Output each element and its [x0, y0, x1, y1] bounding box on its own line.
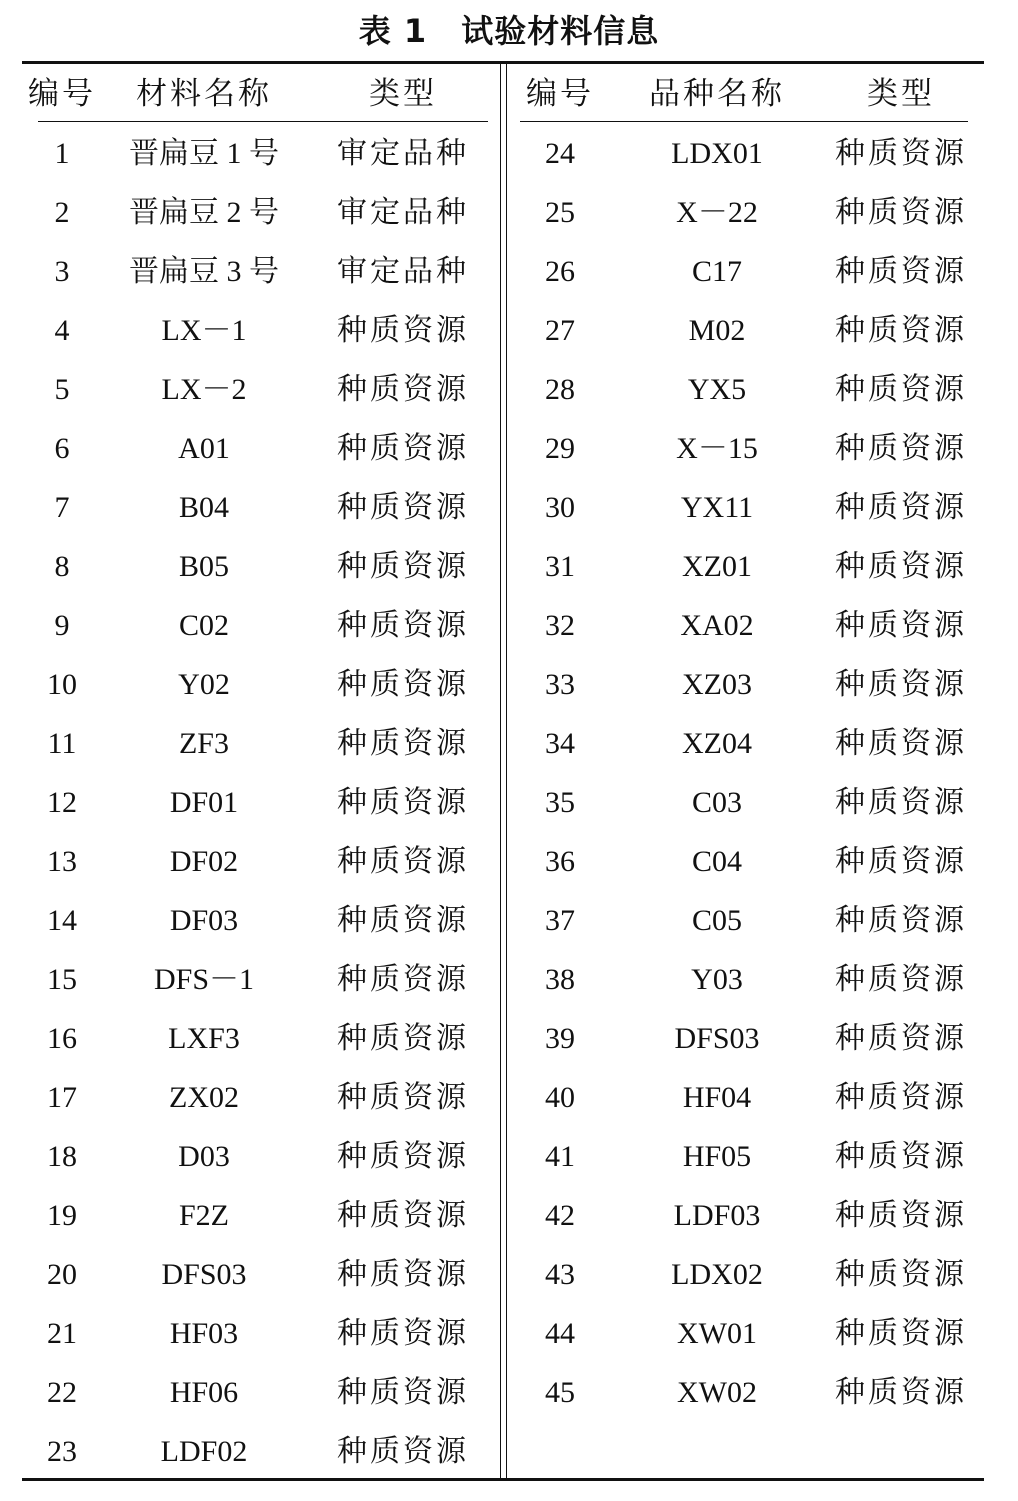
column-header-number: 编号: [28, 76, 96, 112]
row-material-name: HF06: [169, 1376, 239, 1409]
row-material-name: ZF3: [178, 727, 229, 760]
row-type: 审定品种: [337, 136, 469, 171]
row-number: 40: [545, 1081, 575, 1114]
row-number: 44: [545, 1317, 575, 1350]
row-material-name: XZ03: [682, 668, 752, 701]
row-number: 34: [545, 727, 575, 760]
row-type: 种质资源: [337, 844, 469, 879]
row-number: 42: [545, 1199, 575, 1232]
column-header-number: 编号: [526, 76, 594, 112]
row-material-name: DF01: [169, 786, 239, 819]
row-type: 种质资源: [835, 549, 967, 584]
row-material-name: DFS03: [674, 1022, 760, 1055]
row-number: 31: [545, 550, 575, 583]
row-number: 17: [47, 1081, 77, 1114]
row-number: 43: [545, 1258, 575, 1291]
row-material-name: HF04: [682, 1081, 752, 1114]
row-type: 种质资源: [835, 667, 967, 702]
row-type: 种质资源: [337, 1021, 469, 1056]
row-type: 审定品种: [337, 254, 469, 289]
row-type: 种质资源: [835, 608, 967, 643]
header-rule-left: [38, 121, 488, 122]
table-title: 试验材料信息: [461, 12, 660, 50]
row-material-name: B04: [178, 491, 229, 524]
row-type: 种质资源: [337, 962, 469, 997]
row-material-name: DF02: [169, 845, 239, 878]
row-material-name: C04: [691, 845, 742, 878]
row-type: 种质资源: [835, 903, 967, 938]
row-number: 20: [47, 1258, 77, 1291]
row-type: 种质资源: [337, 1080, 469, 1115]
row-number: 25: [545, 196, 575, 229]
row-number: 16: [47, 1022, 77, 1055]
row-type: 种质资源: [337, 1198, 469, 1233]
row-number: 19: [47, 1199, 77, 1232]
row-type: 种质资源: [835, 785, 967, 820]
row-material-name: C02: [178, 609, 229, 642]
table-caption: [0, 6, 1018, 52]
row-type: 种质资源: [835, 490, 967, 525]
row-type: 种质资源: [835, 313, 967, 348]
column-header-variety-name: 品种名称: [649, 76, 785, 112]
row-material-name: XA02: [680, 609, 754, 642]
row-number: 27: [545, 314, 575, 347]
row-number: 38: [545, 963, 575, 996]
row-type: 种质资源: [835, 195, 967, 230]
row-material-name: LXF3: [168, 1022, 240, 1055]
row-number: 8: [54, 550, 70, 583]
row-material-name: LDF02: [160, 1435, 248, 1468]
row-type: 种质资源: [835, 1257, 967, 1292]
row-number: 3: [54, 255, 70, 288]
row-number: 9: [54, 609, 70, 642]
row-number: 10: [47, 668, 77, 701]
row-type: 种质资源: [835, 136, 967, 171]
row-type: 种质资源: [337, 1139, 469, 1174]
table-number: 表 1: [358, 12, 428, 50]
row-number: 4: [54, 314, 70, 347]
row-material-name: C03: [691, 786, 742, 819]
row-material-name: LX－2: [161, 373, 247, 406]
row-material-name: DF03: [169, 904, 239, 937]
row-material-name: XZ01: [682, 550, 752, 583]
row-type: 种质资源: [835, 1021, 967, 1056]
row-type: 种质资源: [835, 844, 967, 879]
row-number: 15: [47, 963, 77, 996]
row-material-name: DFS－1: [153, 963, 255, 996]
row-material-name: HF05: [682, 1140, 752, 1173]
row-type: 种质资源: [337, 490, 469, 525]
row-material-name: C17: [691, 255, 742, 288]
bottom-rule: [22, 1478, 984, 1481]
row-number: 7: [54, 491, 70, 524]
row-type: 种质资源: [835, 1198, 967, 1233]
row-number: 22: [47, 1376, 77, 1409]
row-number: 12: [47, 786, 77, 819]
row-material-name: XW01: [677, 1317, 757, 1350]
column-header-material-name: 材料名称: [136, 76, 272, 112]
row-number: 11: [47, 727, 77, 760]
row-material-name: HF03: [169, 1317, 239, 1350]
column-header-type: 类型: [369, 76, 437, 112]
row-number: 21: [47, 1317, 77, 1350]
row-material-name: A01: [178, 432, 230, 465]
row-type: 种质资源: [835, 1375, 967, 1410]
row-type: 种质资源: [337, 903, 469, 938]
row-number: 1: [54, 137, 70, 170]
row-number: 32: [545, 609, 575, 642]
center-double-rule-left: [500, 62, 501, 1479]
row-material-name: Y03: [691, 963, 743, 996]
row-material-name: YX5: [687, 373, 747, 406]
row-material-name: X－22: [676, 196, 758, 229]
row-number: 36: [545, 845, 575, 878]
row-material-name: B05: [178, 550, 229, 583]
row-material-name: YX11: [680, 491, 754, 524]
row-material-name: DFS03: [161, 1258, 247, 1291]
row-material-name: LDF03: [673, 1199, 761, 1232]
row-type: 种质资源: [337, 372, 469, 407]
row-material-name: LX－1: [161, 314, 247, 347]
row-number: 26: [545, 255, 575, 288]
row-type: 种质资源: [835, 1080, 967, 1115]
row-material-name: 晋扁豆 2 号: [129, 196, 279, 229]
row-type: 种质资源: [337, 726, 469, 761]
row-type: 种质资源: [337, 431, 469, 466]
row-number: 23: [47, 1435, 77, 1468]
row-type: 种质资源: [835, 372, 967, 407]
row-material-name: M02: [688, 314, 746, 347]
row-material-name: LDX02: [671, 1258, 763, 1291]
row-number: 30: [545, 491, 575, 524]
row-type: 种质资源: [337, 1257, 469, 1292]
row-number: 29: [545, 432, 575, 465]
header-rule-right: [520, 121, 968, 122]
row-type: 种质资源: [835, 962, 967, 997]
row-material-name: D03: [178, 1140, 230, 1173]
row-number: 37: [545, 904, 575, 937]
row-material-name: LDX01: [671, 137, 763, 170]
row-type: 种质资源: [337, 785, 469, 820]
row-type: 种质资源: [835, 726, 967, 761]
row-material-name: XW02: [677, 1376, 757, 1409]
row-material-name: Y02: [178, 668, 230, 701]
center-double-rule-right: [506, 62, 507, 1479]
row-type: 种质资源: [337, 608, 469, 643]
row-number: 45: [545, 1376, 575, 1409]
row-material-name: C05: [691, 904, 742, 937]
row-type: 种质资源: [337, 313, 469, 348]
row-number: 33: [545, 668, 575, 701]
row-type: 审定品种: [337, 195, 469, 230]
row-type: 种质资源: [337, 549, 469, 584]
row-type: 种质资源: [337, 1316, 469, 1351]
row-number: 6: [54, 432, 70, 465]
row-material-name: X－15: [676, 432, 758, 465]
row-type: 种质资源: [337, 1434, 469, 1469]
row-material-name: 晋扁豆 1 号: [129, 137, 279, 170]
top-rule: [22, 61, 984, 64]
row-type: 种质资源: [835, 1139, 967, 1174]
row-number: 41: [545, 1140, 575, 1173]
row-number: 24: [545, 137, 575, 170]
row-material-name: XZ04: [682, 727, 752, 760]
row-material-name: ZX02: [169, 1081, 239, 1114]
row-number: 13: [47, 845, 77, 878]
row-type: 种质资源: [835, 254, 967, 289]
row-number: 2: [54, 196, 70, 229]
row-type: 种质资源: [337, 1375, 469, 1410]
row-number: 14: [47, 904, 77, 937]
row-number: 18: [47, 1140, 77, 1173]
row-material-name: F2Z: [178, 1199, 229, 1232]
row-number: 28: [545, 373, 575, 406]
row-type: 种质资源: [835, 431, 967, 466]
row-number: 5: [54, 373, 70, 406]
row-material-name: 晋扁豆 3 号: [129, 255, 279, 288]
row-type: 种质资源: [835, 1316, 967, 1351]
row-number: 35: [545, 786, 575, 819]
row-type: 种质资源: [337, 667, 469, 702]
row-number: 39: [545, 1022, 575, 1055]
column-header-type: 类型: [867, 76, 935, 112]
